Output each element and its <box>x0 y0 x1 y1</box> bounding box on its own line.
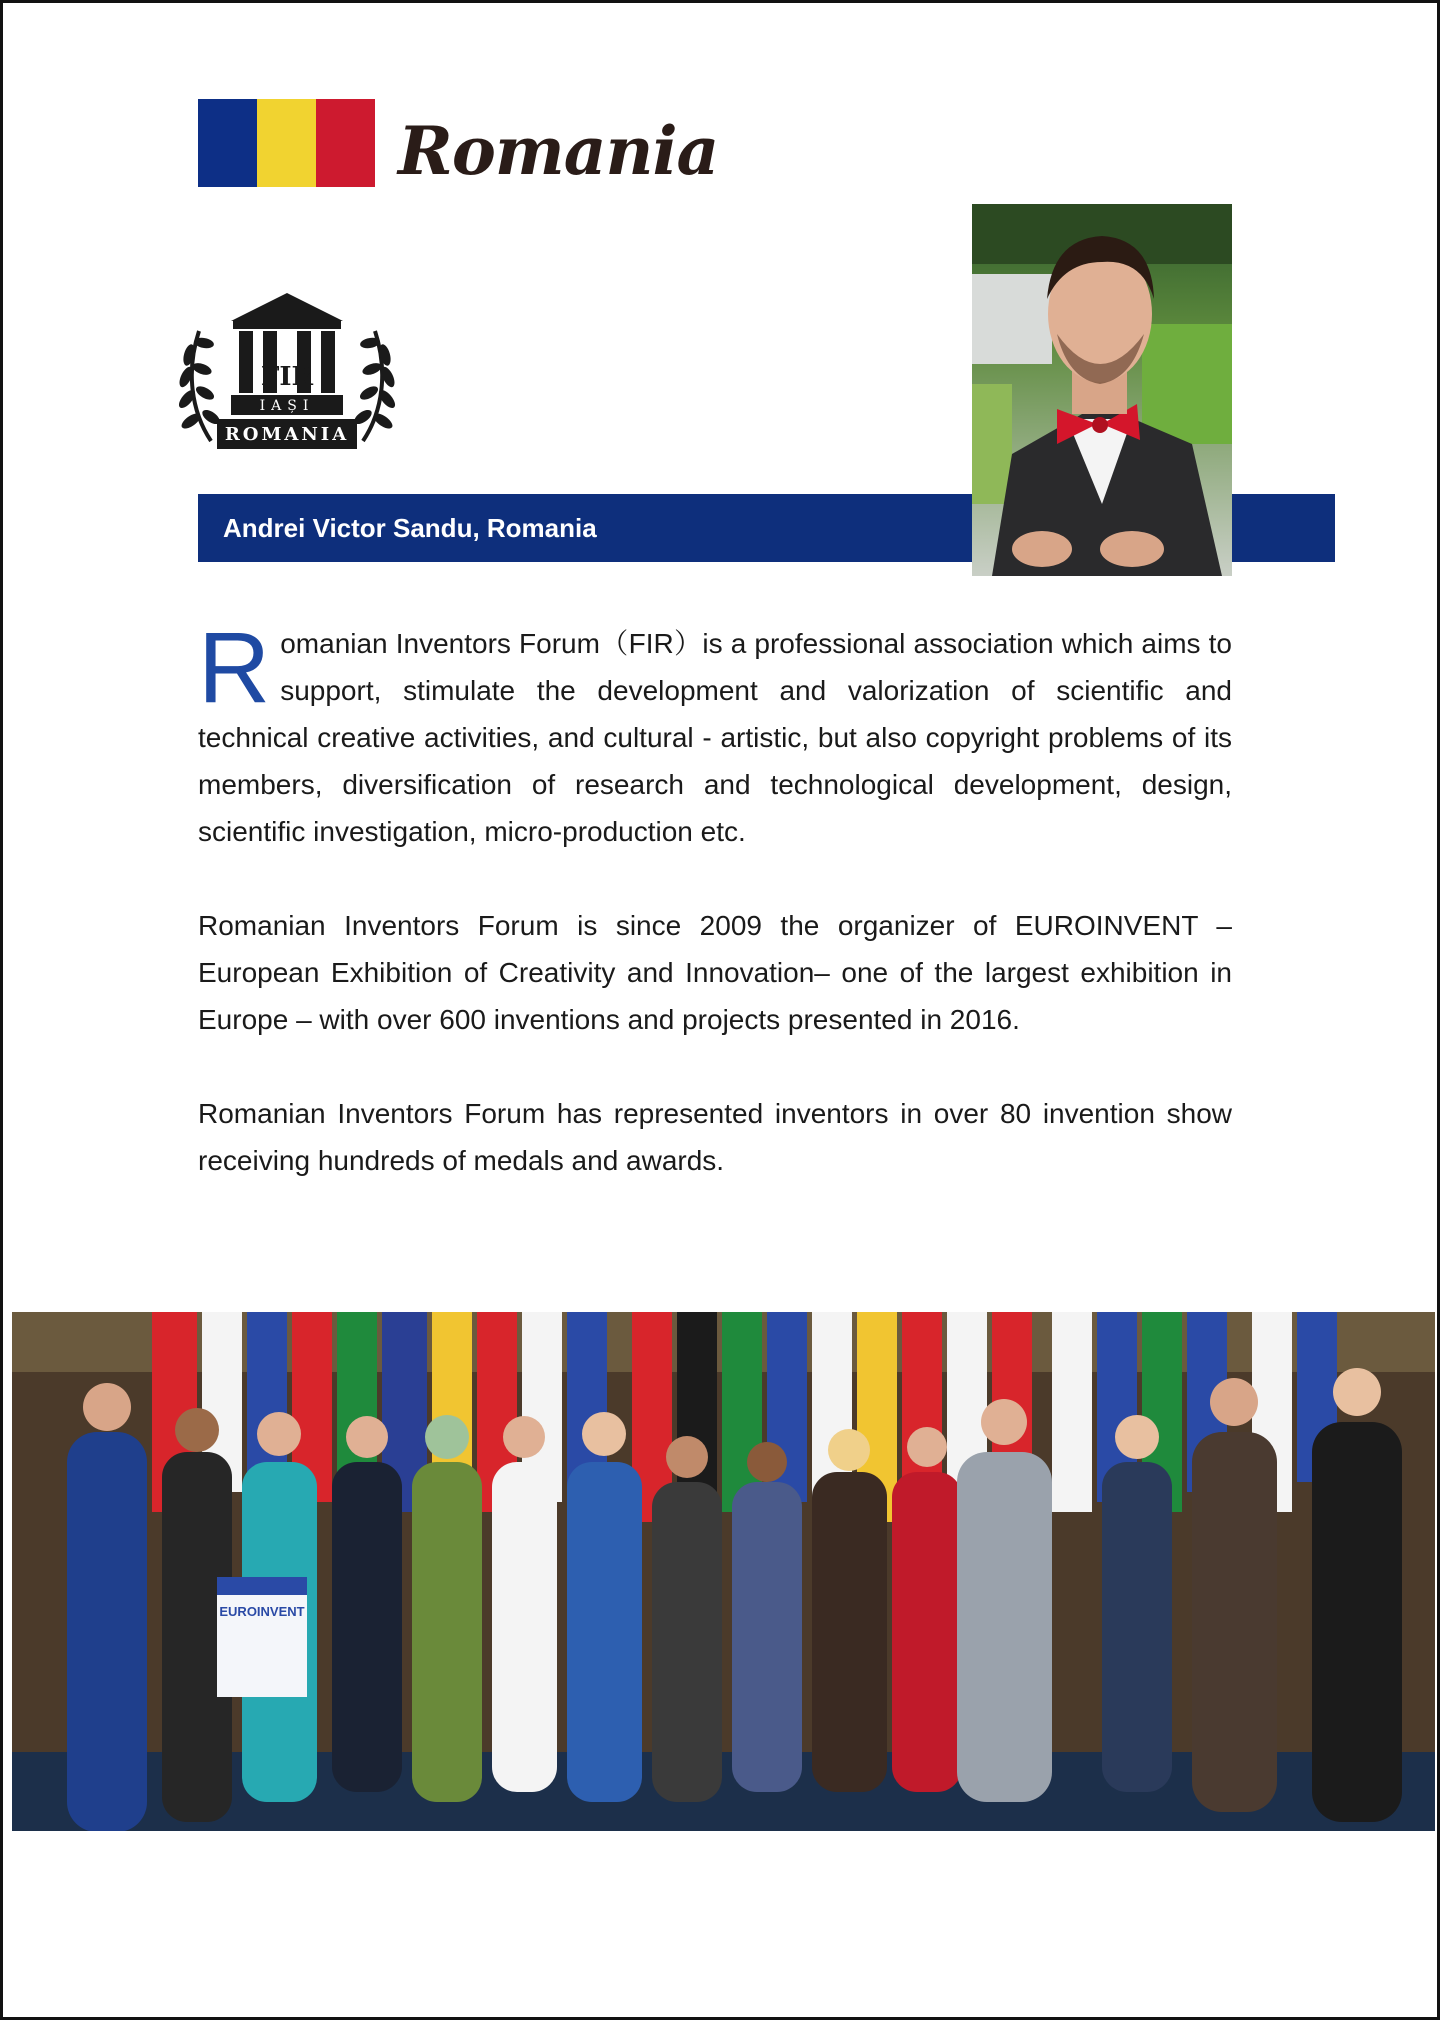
romania-flag-icon <box>198 99 375 187</box>
country-title: Romania <box>398 112 719 190</box>
paragraph-1-text: omanian Inventors Forum（FIR）is a professional association which aims to support, stimulate the development and valorization of scientific and technical creative activities, and cultural - artistic, but also copyright problems of its members, diversification of research and technological development, design, scientific investigation, micro-production etc. <box>198 628 1232 847</box>
group-photo-icon <box>12 1312 1435 1831</box>
paragraph-1 <box>198 612 1232 855</box>
flag-stripe-blue <box>198 99 257 187</box>
fir-logo-icon <box>171 291 403 456</box>
paragraph-2: Romanian Inventors Forum is since 2009 the organizer of EUROINVENT – European Exhibition of Creativity and Innovation– one of the largest exhibition in Europe – with over 600 inventions and projects presented in 2016. <box>198 910 1232 1035</box>
portrait-photo-icon <box>972 204 1232 576</box>
flag-stripe-yellow <box>257 99 316 187</box>
flag-stripe-red <box>316 99 375 187</box>
banner-text: EUROINVENT <box>219 1604 305 1619</box>
logo-city-text: IAȘI <box>259 398 315 414</box>
drop-cap: R <box>198 612 271 724</box>
logo-fir-text: FIR <box>260 362 314 392</box>
paragraph-3: Romanian Inventors Forum has represented inventors in over 80 invention show receiving hundreds of medals and awards. <box>198 1098 1232 1176</box>
body-text <box>198 612 1232 1231</box>
logo-country-text: ROMANIA <box>224 424 350 445</box>
person-name: Andrei Victor Sandu, Romania <box>223 513 597 543</box>
